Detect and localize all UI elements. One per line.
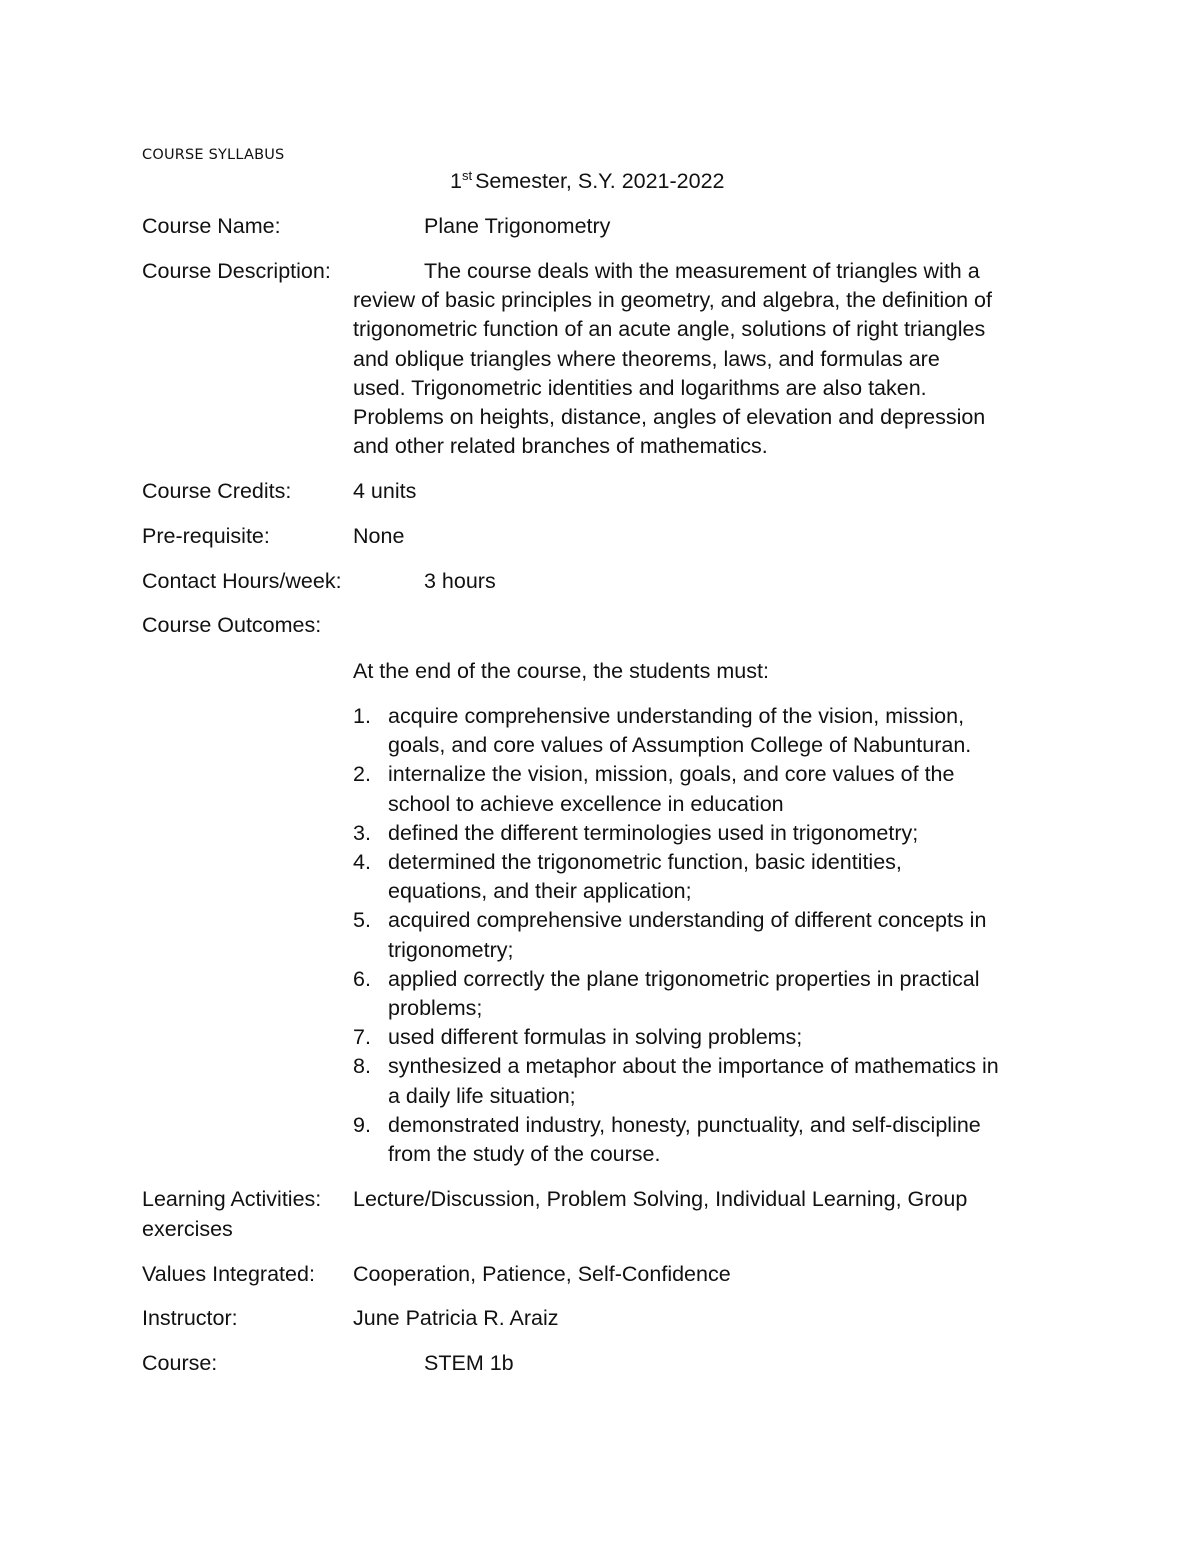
description-line: Problems on heights, distance, angles of elevation and depression — [353, 405, 986, 430]
prerequisite-value: None — [353, 524, 405, 548]
semester-ordinal: 1 — [450, 169, 462, 193]
instructor-label: Instructor: — [142, 1306, 238, 1330]
outcome-text: applied correctly the plane trigonometric properties in practical — [388, 966, 980, 991]
outcome-item — [353, 848, 1073, 906]
outcome-item — [353, 760, 1073, 818]
outcome-text: from the study of the course. — [388, 1142, 661, 1167]
course-outcomes-label: Course Outcomes: — [142, 613, 322, 637]
outcome-text: goals, and core values of Assumption College of Nabunturan. — [388, 733, 972, 758]
document-title: COURSE SYLLABUS — [142, 147, 285, 163]
outcome-item — [353, 702, 1073, 760]
learning-activities-value: Lecture/Discussion, Problem Solving, Individual Learning, Group — [353, 1187, 968, 1211]
course-outcomes-intro: At the end of the course, the students must: — [353, 659, 769, 683]
semester-suffix: st — [461, 168, 473, 183]
outcome-text: acquired comprehensive understanding of different concepts in — [388, 908, 987, 933]
outcome-text: acquire comprehensive understanding of the vision, mission, — [388, 704, 965, 728]
course-description-label: Course Description: — [142, 259, 331, 283]
learning-activities-value-cont: exercises — [142, 1216, 233, 1241]
course-name-value: Plane Trigonometry — [424, 214, 611, 238]
outcome-text: equations, and their application; — [388, 879, 692, 904]
outcome-item — [353, 1052, 1073, 1110]
contact-hours-label: Contact Hours/week: — [142, 569, 342, 593]
outcome-text: school to achieve excellence in education — [388, 791, 784, 816]
outcome-text: synthesized a metaphor about the importance of mathematics in — [388, 1054, 999, 1079]
outcome-item — [353, 906, 1073, 964]
course-credits-value: 4 units — [353, 479, 417, 503]
learning-activities-label: Learning Activities: — [142, 1187, 322, 1211]
outcome-item — [353, 965, 1073, 1023]
outcome-number: 4. — [353, 850, 371, 875]
course-credits-label: Course Credits: — [142, 479, 292, 503]
description-line: and other related branches of mathematics. — [353, 434, 768, 459]
outcome-text: internalize the vision, mission, goals, and core values of the — [388, 762, 955, 787]
description-line: used. Trigonometric identities and logarithms are also taken. — [353, 375, 927, 400]
outcome-number: 6. — [353, 966, 371, 991]
outcome-number: 7. — [353, 1025, 371, 1050]
outcome-text: demonstrated industry, honesty, punctuality, and self-discipline — [388, 1112, 981, 1137]
semester-text: Semester, S.Y. 2021-2022 — [475, 169, 725, 193]
prerequisite-label: Pre-requisite: — [142, 524, 270, 548]
values-integrated-value: Cooperation, Patience, Self-Confidence — [353, 1262, 731, 1286]
outcome-number: 2. — [353, 762, 371, 787]
outcome-number: 3. — [353, 820, 371, 845]
course-name-label: Course Name: — [142, 214, 281, 238]
description-line: trigonometric function of an acute angle, solutions of right triangles — [353, 317, 986, 342]
outcome-item — [353, 1111, 1073, 1169]
outcome-text: problems; — [388, 996, 483, 1021]
outcome-text: determined the trigonometric function, basic identities, — [388, 850, 902, 875]
outcome-number: 8. — [353, 1054, 371, 1079]
course-value: STEM 1b — [424, 1351, 514, 1375]
outcome-number: 9. — [353, 1112, 371, 1137]
description-line: and oblique triangles where theorems, laws, and formulas are — [353, 346, 940, 371]
outcome-text: trigonometry; — [388, 937, 514, 962]
instructor-value: June Patricia R. Araiz — [353, 1306, 559, 1330]
outcome-item — [353, 1023, 1073, 1052]
course-description-text — [353, 257, 1073, 461]
course-label: Course: — [142, 1351, 218, 1375]
outcome-text: defined the different terminologies used in trigonometry; — [388, 820, 919, 845]
outcome-number: 5. — [353, 908, 371, 933]
description-line: review of basic principles in geometry, and algebra, the definition of — [353, 288, 992, 313]
outcome-text: used different formulas in solving problems; — [388, 1025, 803, 1050]
outcome-text: a daily life situation; — [388, 1083, 576, 1108]
learning-activities — [142, 1185, 1042, 1244]
values-integrated-label: Values Integrated: — [142, 1262, 315, 1286]
description-line: The course deals with the measurement of triangles with a — [424, 259, 980, 283]
outcome-number: 1. — [353, 704, 371, 728]
course-outcomes-list — [353, 702, 1073, 1169]
outcome-item — [353, 819, 1073, 848]
contact-hours-value: 3 hours — [424, 569, 496, 593]
semester-line — [450, 169, 725, 194]
